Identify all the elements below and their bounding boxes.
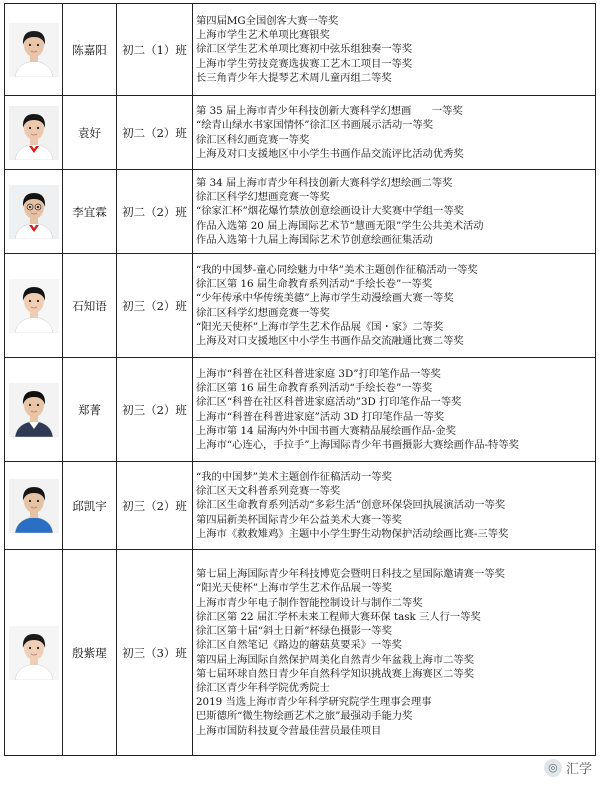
student-photo — [9, 106, 59, 160]
award-item: 第 34 届上海市青少年科技创新大赛科学幻想绘画二等奖 — [196, 176, 453, 189]
awards-list — [193, 170, 596, 254]
student-row — [5, 170, 596, 254]
student-photo-cell — [5, 254, 63, 358]
award-item: 徐汇区第 16 届生命教育系列活动“手绘长卷”一等奖 — [196, 382, 433, 395]
awards-list — [193, 4, 596, 96]
wechat-account-icon: ◎ — [544, 759, 562, 777]
award-item: 第四届新美杯国际青少年公益美术大赛一等奖 — [196, 513, 402, 526]
award-item: 上海及对口支援地区中小学生书画作品交流评比活动优秀奖 — [196, 147, 464, 160]
awards-list — [193, 358, 596, 462]
student-photo — [9, 383, 59, 437]
award-item: 作品入选第十九届上海国际艺术节创意绘画征集活动 — [196, 233, 433, 246]
award-item: 上海市第 14 届海内外中国书画大赛精品展绘画作品-金奖 — [196, 424, 456, 437]
award-item: “我的中国梦”美术主题创作征稿活动一等奖 — [196, 470, 392, 483]
student-row — [5, 254, 596, 358]
student-class: 初二（1）班 — [117, 4, 193, 96]
award-item: 上海市青少年电子制作智能控制设计与制作二等奖 — [196, 596, 423, 609]
award-item: “少年传承中华传统美德”上海市学生动漫绘画大赛一等奖 — [196, 292, 454, 305]
award-item: 第 35 届上海市青少年科技创新大赛科学幻想画 一等奖 — [196, 105, 463, 118]
student-row — [5, 96, 596, 170]
student-row — [5, 550, 596, 756]
student-photo — [9, 185, 59, 239]
award-item: 徐汇区第 16 届生命教育系列活动“手绘长卷”一等奖 — [196, 278, 433, 291]
student-photo-cell — [5, 96, 63, 170]
award-item: 第七届上海国际青少年科技博览会暨明日科技之星国际邀请赛一等奖 — [196, 568, 505, 581]
award-item: 上海市“科普在社区科普进家庭 3D”打印笔作品一等奖 — [196, 367, 441, 380]
award-item: 第四届MG全国创客大赛一等奖 — [196, 14, 339, 27]
student-class: 初三（2）班 — [117, 462, 193, 550]
award-item: 徐汇区学生艺术单项比赛初中弦乐组独奏一等奖 — [196, 43, 413, 56]
award-item: 徐汇区科学幻想画竞赛一等奖 — [196, 306, 330, 319]
award-item: 上海市“心连心，手拉手”上海国际青少年书画摄影大赛绘画作品-特等奖 — [196, 438, 519, 451]
award-item: 上海市国防科技夏令营最佳营员最佳项目 — [196, 724, 382, 737]
awards-list — [193, 462, 596, 550]
awards-table-body — [5, 4, 596, 756]
student-row — [5, 358, 596, 462]
award-item: “徐家汇杯”烟花爆竹禁放创意绘画设计大奖赛中学组一等奖 — [196, 205, 464, 218]
student-class: 初二（2）班 — [117, 170, 193, 254]
student-class: 初三（2）班 — [117, 358, 193, 462]
student-photo — [9, 479, 59, 533]
award-item: 上海及对口支援地区中小学生书画作品交流融通比赛二等奖 — [196, 334, 464, 347]
award-item: 上海市《救救雉鸡》主题中小学生野生动物保护活动绘画比赛-三等奖 — [196, 527, 509, 540]
awards-list — [193, 550, 596, 756]
student-name: 李宜霖 — [63, 170, 117, 254]
student-name: 石知语 — [63, 254, 117, 358]
student-row — [5, 462, 596, 550]
student-photo-cell — [5, 550, 63, 756]
award-item: “我的中国梦-童心同绘魅力中华”美术主题创作征稿活动一等奖 — [196, 263, 478, 276]
award-item: 作品入选第 20 届上海国际艺术节“慧画无限”学生公共美术活动 — [196, 219, 484, 232]
award-item: 徐汇区第十届“斜土日新”杯绿色摄影一等奖 — [196, 625, 392, 638]
award-item: “阳光天使杯”上海市学生艺术作品展《国・家》二等奖 — [196, 320, 444, 333]
watermark — [544, 758, 592, 777]
student-photo — [9, 279, 59, 333]
watermark-text: 汇学 — [565, 762, 592, 777]
award-item: 上海市学生劳技竞赛选拔赛工艺木工项目一等奖 — [196, 57, 413, 70]
award-item: 徐汇区第 22 届汇学杯未来工程师大赛环保 task 三人行一等奖 — [196, 610, 481, 623]
awards-list — [193, 96, 596, 170]
student-row — [5, 4, 596, 96]
student-name: 袁好 — [63, 96, 117, 170]
award-item: 上海市学生艺术单项比赛银奖 — [196, 29, 330, 42]
award-item: 第七届环球自然日青少年自然科学知识挑战赛上海赛区二等奖 — [196, 667, 475, 680]
award-item: 徐汇区“科普在社区科普进家庭活动”3D 打印笔作品一等奖 — [196, 396, 462, 409]
student-photo-cell — [5, 4, 63, 96]
award-item: 巴斯德所“微生物绘画艺术之旅”最强动手能力奖 — [196, 710, 413, 723]
award-item: 徐汇区科幻画竞赛一等奖 — [196, 133, 310, 146]
award-item: 徐汇区天文科普系列竞赛一等奖 — [196, 485, 341, 498]
award-item: 徐汇区青少年科学院优秀院士 — [196, 681, 330, 694]
student-name: 邱凯宇 — [63, 462, 117, 550]
award-item: 徐汇区科学幻想画竞赛一等奖 — [196, 191, 330, 204]
award-item: “绘青山绿水书家国情怀”徐汇区书画展示活动一等奖 — [196, 119, 434, 132]
student-class: 初二（2）班 — [117, 96, 193, 170]
awards-table — [4, 3, 596, 756]
awards-list — [193, 254, 596, 358]
award-item: 徐汇区生命教育系列活动“多彩生活”创意环保袋回执展演活动一等奖 — [196, 499, 506, 512]
student-photo — [9, 23, 59, 77]
student-photo-cell — [5, 170, 63, 254]
student-class: 初三（2）班 — [117, 254, 193, 358]
award-item: 长三角青少年大提琴艺术周儿童丙组二等奖 — [196, 71, 392, 84]
student-name: 殷紫瑆 — [63, 550, 117, 756]
award-item: 第四届上海国际自然保护周美化自然青少年盆栽上海市二等奖 — [196, 653, 475, 666]
award-item: 徐汇区自然笔记《路边的蘑菇莫要采》一等奖 — [196, 639, 402, 652]
student-name: 郑菁 — [63, 358, 117, 462]
student-photo-cell — [5, 462, 63, 550]
award-item: “阳光天使杯”上海市学生艺术作品展一等奖 — [196, 582, 392, 595]
award-item: 2019 当选上海市青少年科学研究院学生理事会理事 — [196, 696, 432, 709]
student-name: 陈嘉阳 — [63, 4, 117, 96]
student-photo-cell — [5, 358, 63, 462]
award-item: 上海市“科普在科普进家庭”活动 3D 打印笔作品一等奖 — [196, 410, 445, 423]
student-class: 初三（3）班 — [117, 550, 193, 756]
student-photo — [9, 626, 59, 680]
